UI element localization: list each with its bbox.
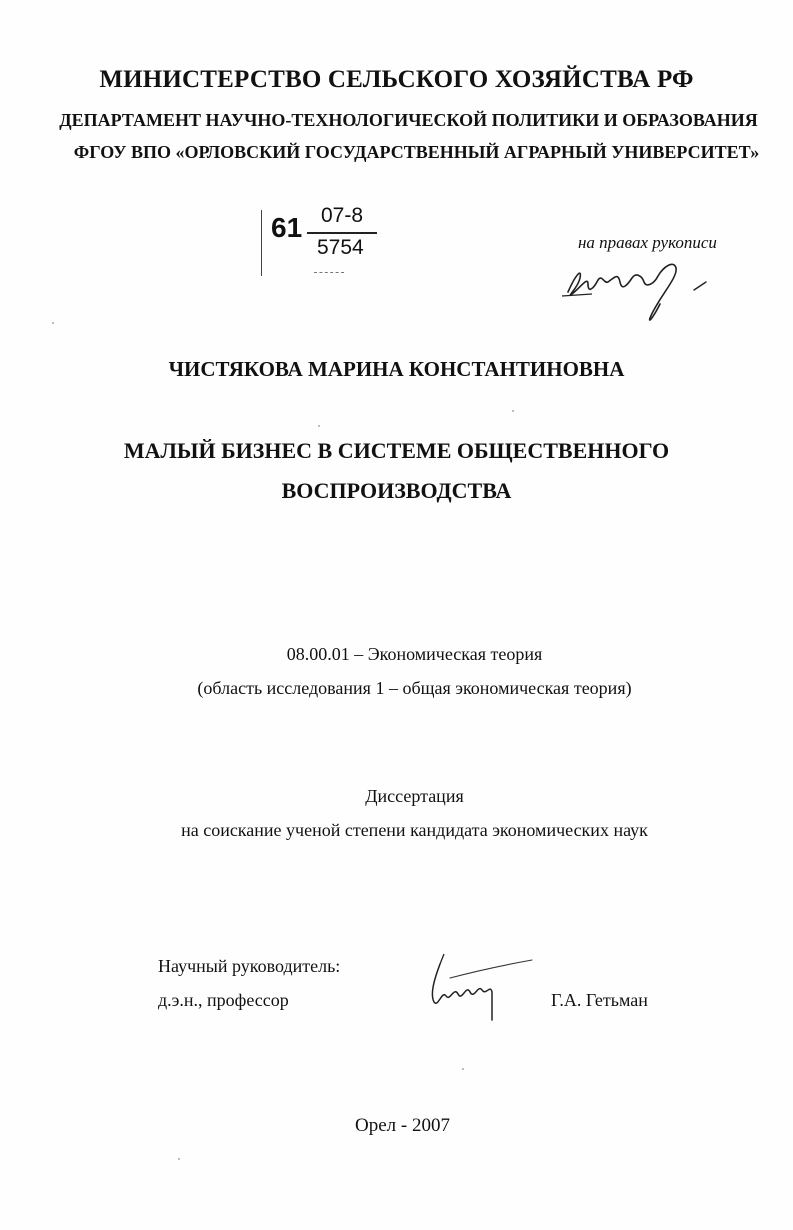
scan-speck <box>512 410 514 412</box>
stamp-border <box>261 210 262 276</box>
stamp-dash-mark <box>314 272 344 274</box>
library-stamp <box>259 204 379 284</box>
supervisor-label: Научный руководитель: <box>158 956 341 976</box>
manuscript-rights-note: на правах рукописи <box>578 233 717 252</box>
author-signature <box>558 254 718 326</box>
thesis-title-line-1: МАЛЫЙ БИЗНЕС В СИСТЕМЕ ОБЩЕСТВЕННОГО <box>123 438 670 463</box>
scan-speck <box>318 425 320 427</box>
stamp-denominator: 5754 <box>317 236 364 259</box>
scan-speck <box>52 322 54 324</box>
university-heading: ФГОУ ВПО «ОРЛОВСКИЙ ГОСУДАРСТВЕННЫЙ АГРАРНЫЙ УНИВЕРСИТЕТ» <box>73 142 760 162</box>
stamp-prefix: 61 <box>271 212 303 243</box>
scan-speck <box>178 1158 180 1160</box>
thesis-title-line-2: ВОСПРОИЗВОДСТВА <box>281 478 512 503</box>
department-heading: ДЕПАРТАМЕНТ НАУЧНО-ТЕХНОЛОГИЧЕСКОЙ ПОЛИТИКИ И ОБРАЗОВАНИЯ <box>59 110 758 130</box>
author-name: ЧИСТЯКОВА МАРИНА КОНСТАНТИНОВНА <box>168 357 625 381</box>
place-and-year: Орел - 2007 <box>355 1115 450 1136</box>
supervisor-signature <box>420 950 540 1030</box>
specialty-code: 08.00.01 – Экономическая теория <box>286 644 543 664</box>
ministry-heading: МИНИСТЕРСТВО СЕЛЬСКОГО ХОЗЯЙСТВА РФ <box>99 66 694 93</box>
degree-line: на соискание ученой степени кандидата экономических наук <box>181 820 648 840</box>
stamp-numerator: 07-8 <box>321 204 364 227</box>
supervisor-rank: д.э.н., профессор <box>158 990 289 1010</box>
supervisor-name: Г.А. Гетьман <box>551 990 648 1010</box>
stamp-fraction-line <box>307 232 377 234</box>
scan-speck <box>462 1068 464 1070</box>
work-type: Диссертация <box>365 786 464 806</box>
research-area: (область исследования 1 – общая экономическая теория) <box>197 678 632 698</box>
